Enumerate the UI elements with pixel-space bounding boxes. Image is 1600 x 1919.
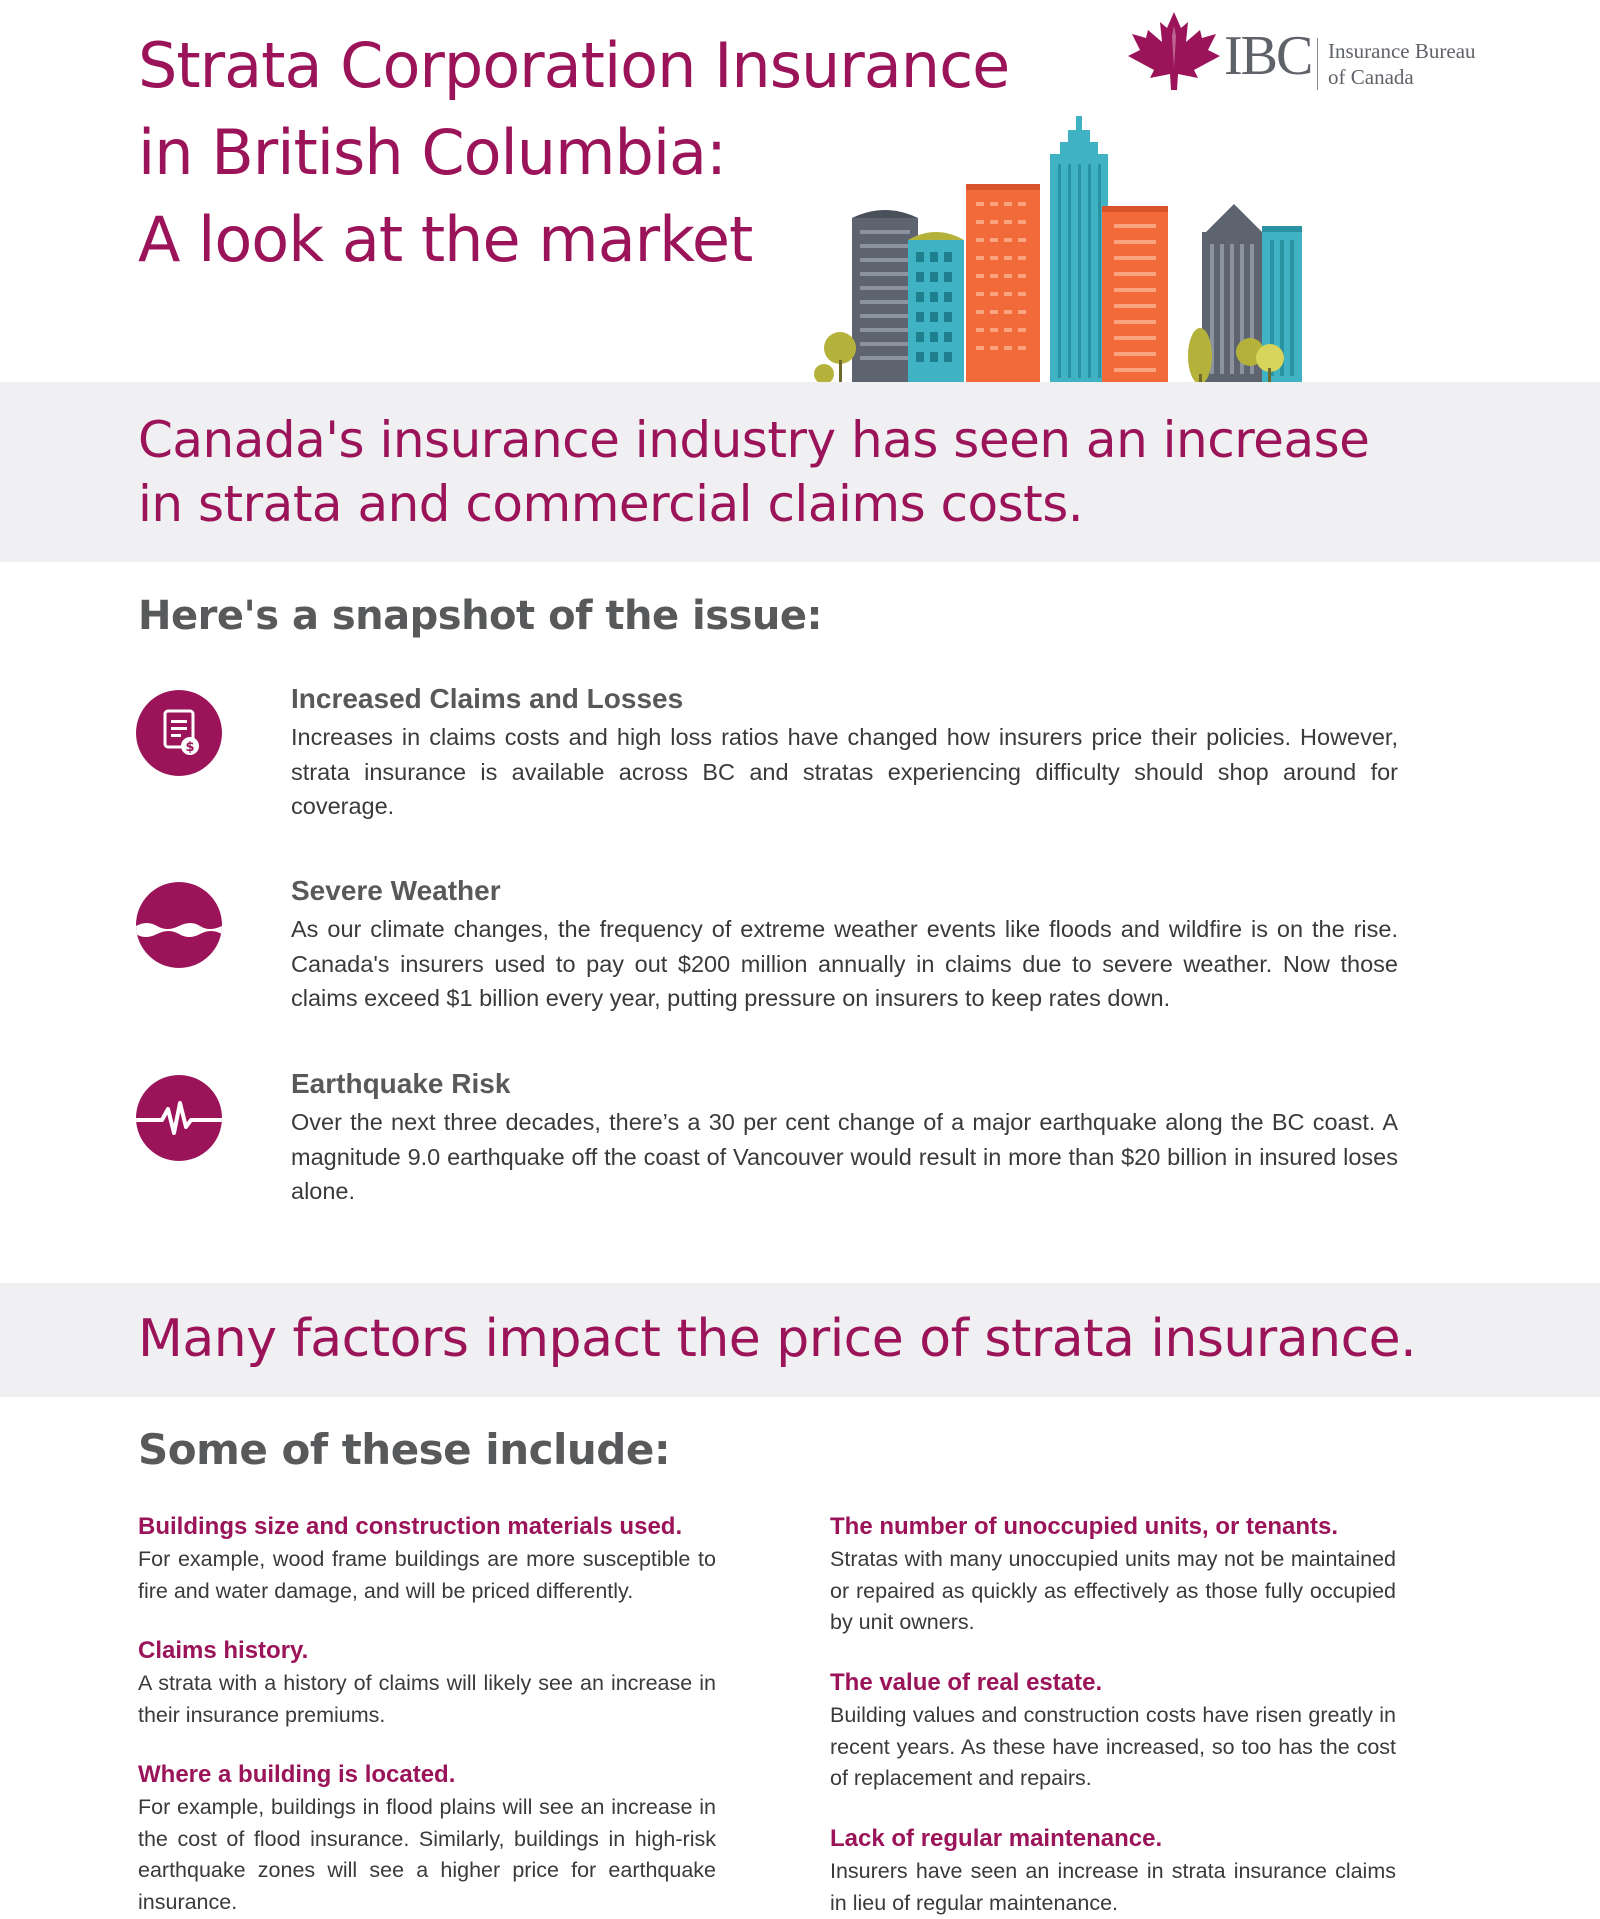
factor-title: Lack of regular maintenance. xyxy=(830,1825,1163,1852)
factor-text: Stratas with many unoccupied units may not be maintained or repaired as quickly as effectively as those fully occupied by unit owners. xyxy=(830,1547,1396,1634)
title-line-2: in British Columbia: xyxy=(138,116,726,189)
logo-org-name xyxy=(1328,38,1476,90)
logo-acronym: IBC xyxy=(1224,25,1312,87)
claims-headline xyxy=(138,408,1369,536)
water-wave-icon xyxy=(136,882,222,968)
factor-location xyxy=(138,1760,716,1918)
factor-text: Insurers have seen an increase in strata insurance claims in lieu of regular maintenance. xyxy=(830,1859,1396,1915)
issue-icon-circle xyxy=(136,1075,222,1161)
issue-severe-weather xyxy=(136,875,1398,1012)
issue-title: Increased Claims and Losses xyxy=(291,683,684,714)
issue-text: As our climate changes, the frequency of extreme weather events like floods and wildfire is on the rise. Canada's insurers used to pay out $200 million annually in claims due to severe weather. Now those claims exceed $1 billion every year, putting pressure on insurers to keep rates down. xyxy=(291,916,1398,1011)
ibc-logo xyxy=(1128,12,1488,92)
factor-building-size xyxy=(138,1512,716,1607)
building-teal-tallest xyxy=(1050,116,1108,384)
snapshot-subheading: Here's a snapshot of the issue: xyxy=(138,593,822,639)
city-skyline-illustration xyxy=(800,112,1320,384)
issue-icon-circle xyxy=(136,690,222,776)
factor-text: For example, wood frame buildings are more susceptible to fire and water damage, and will be priced differently. xyxy=(138,1547,716,1603)
headline-band-factors xyxy=(0,1283,1600,1397)
logo-org-line-1: Insurance Bureau xyxy=(1328,39,1476,63)
factor-text: A strata with a history of claims will likely see an increase in their insurance premiums. xyxy=(138,1671,716,1727)
title-line-3: A look at the market xyxy=(138,203,753,276)
issue-icon-circle xyxy=(136,882,222,968)
building-orange-second xyxy=(1102,206,1168,384)
factor-maintenance xyxy=(830,1824,1396,1919)
issue-title: Severe Weather xyxy=(291,875,501,906)
svg-text:$: $ xyxy=(185,740,195,755)
factors-subheading: Some of these include: xyxy=(138,1425,671,1474)
seismograph-icon xyxy=(136,1075,222,1161)
building-teal-small xyxy=(908,232,964,384)
issue-text: Over the next three decades, there’s a 30 per cent change of a major earthquake along the BC coast. A magnitude 9.0 earthquake off the coast of Vancouver would result in more than $20 billion in insured loses alone. xyxy=(291,1109,1398,1204)
claim-document-icon xyxy=(136,690,222,776)
logo-divider xyxy=(1317,38,1318,90)
issue-text: Increases in claims costs and high loss ratios have changed how insurers price their policies. However, strata insurance is available across BC and stratas experiencing difficulty should shop around for coverage. xyxy=(291,724,1398,819)
issue-title: Earthquake Risk xyxy=(291,1068,511,1099)
factor-title: Buildings size and construction materials used. xyxy=(138,1513,683,1540)
claims-headline-line-1: Canada's insurance industry has seen an increase xyxy=(138,411,1370,469)
issue-claims-losses xyxy=(136,683,1398,830)
factor-text: For example, buildings in flood plains will see an increase in the cost of flood insurance. Similarly, buildings in high-risk earthquake zones will see a higher price for earthquake insurance. xyxy=(138,1795,716,1914)
factor-real-estate-value xyxy=(830,1668,1396,1795)
factor-unoccupied-units xyxy=(830,1512,1396,1639)
factor-text: Building values and construction costs have risen greatly in recent years. As these have increased, so too has the cost of replacement and repairs. xyxy=(830,1703,1396,1790)
maple-leaf-icon xyxy=(1128,12,1220,90)
factor-title: The value of real estate. xyxy=(830,1669,1103,1696)
claims-headline-line-2: in strata and commercial claims costs. xyxy=(138,475,1084,533)
factor-title: The number of unoccupied units, or tenants. xyxy=(830,1513,1339,1540)
logo-org-line-2: of Canada xyxy=(1328,65,1414,89)
factor-claims-history xyxy=(138,1636,716,1731)
building-orange-tall xyxy=(966,184,1040,384)
title-line-1: Strata Corporation Insurance xyxy=(138,29,1010,102)
headline-band-claims xyxy=(0,382,1600,562)
factor-title: Where a building is located. xyxy=(138,1761,456,1788)
factor-title: Claims history. xyxy=(138,1637,309,1664)
factors-headline: Many factors impact the price of strata insurance. xyxy=(138,1309,1417,1369)
issue-earthquake-risk xyxy=(136,1068,1398,1205)
